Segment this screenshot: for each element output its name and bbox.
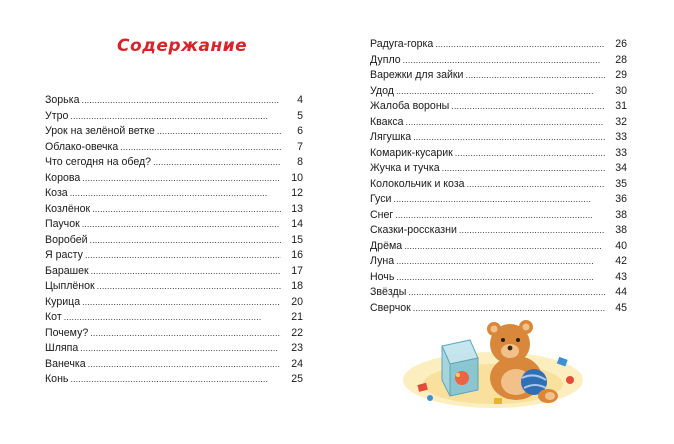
toc-leader-dots: [396, 270, 605, 286]
toc-leader-dots: [404, 239, 605, 255]
toc-entry-title: Дрёма: [370, 239, 403, 252]
toc-entry: [45, 217, 303, 233]
toc-entry-title: Звёзды: [370, 286, 407, 298]
page-title: Содержание: [117, 36, 248, 56]
toc-entry-title: Луна: [370, 255, 395, 267]
toc-leader-dots: [406, 115, 605, 131]
toc-page-number: 31: [615, 100, 627, 112]
toc-entry: [370, 161, 627, 177]
toc-page-number: 22: [291, 326, 303, 339]
toc-entry: [370, 301, 627, 317]
toc-entry-title: Жалоба вороны: [370, 100, 450, 112]
toc-entry: [370, 115, 627, 131]
toc-page-number: 32: [615, 115, 627, 128]
toc-leader-dots: [64, 310, 281, 326]
toc-leader-dots: [97, 279, 281, 295]
toc-entry-title: Лягушка: [370, 131, 412, 143]
toc-leader-dots: [80, 341, 281, 357]
toc-page-number: 33: [615, 131, 627, 143]
toc-page-number: 23: [291, 342, 303, 354]
toc-entry: [45, 171, 303, 187]
toc-page-number: 45: [615, 301, 627, 314]
toc-leader-dots: [90, 233, 282, 249]
toc-leader-dots: [451, 99, 605, 115]
toc-leader-dots: [153, 155, 281, 171]
toc-page-number: 36: [615, 193, 627, 205]
toc-entry: [45, 248, 303, 264]
toc-entry-title: Гуси: [370, 193, 392, 205]
toc-page-number: 33: [615, 146, 627, 159]
toc-page-number: 38: [615, 224, 627, 236]
toc-page-number: 24: [291, 357, 303, 370]
toc-entry-title: Комарик-кусарик: [370, 146, 453, 159]
toc-entry: [45, 140, 303, 156]
toc-entry-title: Конь: [45, 373, 69, 385]
toc-entry-title: Почему?: [45, 326, 89, 339]
toc-page-number: 43: [615, 270, 627, 283]
toc-leader-dots: [82, 217, 281, 233]
toc-entry: [370, 37, 627, 53]
toc-entry: [45, 186, 303, 202]
toc-page-number: 17: [291, 264, 303, 277]
toc-entry: [45, 341, 303, 357]
toc-page-number: 6: [297, 125, 303, 137]
toc-leader-dots: [90, 326, 281, 342]
toc-entry: [370, 254, 627, 270]
toc-entry: [45, 124, 303, 140]
toc-entry: [45, 372, 303, 388]
toc-entry-title: Жучка и тучка: [370, 162, 440, 174]
toc-page-number: 21: [291, 311, 303, 323]
toc-page-number: 38: [615, 208, 627, 221]
toc-leader-dots: [120, 140, 281, 156]
toc-page-number: 13: [291, 202, 303, 215]
toc-leader-dots: [70, 109, 281, 125]
toc-entry-title: Воробей: [45, 233, 88, 246]
toc-entry: [370, 270, 627, 286]
toc-page-number: 4: [297, 94, 303, 106]
toc-page-number: 34: [615, 162, 627, 174]
toc-page-number: 20: [291, 295, 303, 308]
toc-page-number: 8: [297, 156, 303, 168]
toc-entry-title: Ночь: [370, 270, 395, 283]
toc-entry: [370, 130, 627, 146]
toc-entry-title: Дупло: [370, 53, 401, 66]
toc-page-number: 30: [615, 84, 627, 97]
toc-entry-title: Варежки для зайки: [370, 69, 464, 81]
toc-entry-title: Урок на зелёной ветке: [45, 125, 155, 137]
toc-entry-title: Цыплёнок: [45, 280, 95, 292]
toc-entry: [370, 68, 627, 84]
toc-leader-dots: [70, 186, 281, 202]
toc-entry-title: Облако-овечка: [45, 140, 119, 153]
toc-page-number: 25: [291, 373, 303, 385]
toc-entry-title: Удод: [370, 84, 394, 97]
toc-entry-title: Паучок: [45, 218, 80, 230]
toc-entry: [45, 279, 303, 295]
toc-entry-title: Сверчок: [370, 301, 411, 314]
toc-page-number: 26: [615, 38, 627, 50]
toc-entry-title: Квакса: [370, 115, 404, 128]
toc-leader-dots: [70, 372, 281, 388]
toc-leader-dots: [403, 53, 605, 69]
toc-leader-dots: [459, 223, 605, 239]
toc-page-number: 42: [615, 255, 627, 267]
toc-entry: [370, 192, 627, 208]
toc-entry-title: Зорька: [45, 94, 80, 106]
toc-entry: [370, 53, 627, 69]
toc-entry: [45, 326, 303, 342]
toc-entry: [370, 146, 627, 162]
toc-entry: [45, 109, 303, 125]
toc-leader-dots: [465, 68, 605, 84]
toc-entry-title: Ванечка: [45, 357, 86, 370]
toc-leader-dots: [395, 208, 605, 224]
toc-page-number: 15: [291, 233, 303, 246]
toc-page-number: 14: [291, 218, 303, 230]
toc-entry-title: Корова: [45, 171, 81, 184]
toc-entry: [45, 357, 303, 373]
toc-leader-dots: [408, 285, 605, 301]
toc-entry: [45, 233, 303, 249]
toc-entry-title: Кот: [45, 311, 62, 323]
toc-entry: [370, 285, 627, 301]
toc-entry: [370, 177, 627, 193]
toc-entry-title: Коза: [45, 187, 68, 199]
toc-page-number: 5: [297, 109, 303, 122]
toc-entry: [370, 239, 627, 255]
toc-entry-title: Радуга-горка: [370, 38, 434, 50]
toc-leader-dots: [85, 248, 281, 264]
toc-entry: [45, 93, 303, 109]
toc-entry-title: Курица: [45, 295, 81, 308]
toc-entry: [45, 202, 303, 218]
toc-right-column: [370, 37, 627, 316]
toc-left-column: [45, 93, 303, 388]
toc-leader-dots: [396, 254, 605, 270]
toc-leader-dots: [91, 264, 281, 280]
toc-leader-dots: [467, 177, 605, 193]
toc-leader-dots: [81, 93, 281, 109]
toc-page-number: 16: [291, 249, 303, 261]
toc-entry-title: Колокольчик и коза: [370, 177, 465, 190]
toc-page-number: 35: [615, 177, 627, 190]
toc-page-number: 28: [615, 53, 627, 66]
toc-leader-dots: [88, 357, 281, 373]
toc-page-number: 7: [297, 140, 303, 153]
toc-leader-dots: [455, 146, 605, 162]
toc-entry: [370, 84, 627, 100]
teddy-bear-with-toys-icon: [398, 318, 588, 410]
toc-leader-dots: [82, 171, 281, 187]
toc-leader-dots: [413, 130, 605, 146]
toc-leader-dots: [435, 37, 605, 53]
toc-entry: [370, 223, 627, 239]
toc-entry: [370, 99, 627, 115]
toc-entry: [45, 155, 303, 171]
toc-leader-dots: [396, 84, 605, 100]
toc-entry: [45, 310, 303, 326]
toc-entry-title: Снег: [370, 208, 394, 221]
toc-entry: [45, 264, 303, 280]
toc-page-number: 44: [615, 286, 627, 298]
toc-leader-dots: [442, 161, 605, 177]
toc-leader-dots: [82, 295, 281, 311]
toc-entry-title: Утро: [45, 109, 69, 122]
toc-leader-dots: [393, 192, 605, 208]
toc-entry: [45, 295, 303, 311]
toc-page-number: 10: [291, 171, 303, 184]
toc-leader-dots: [92, 202, 281, 218]
toc-entry-title: Шляпа: [45, 342, 79, 354]
toc-page-number: 29: [615, 69, 627, 81]
toc-leader-dots: [157, 124, 281, 140]
toc-page-number: 40: [615, 239, 627, 252]
toc-entry-title: Сказки-россказни: [370, 224, 457, 236]
toc-leader-dots: [413, 301, 605, 317]
toc-entry-title: Козлёнок: [45, 202, 91, 215]
toc-page-number: 12: [291, 187, 303, 199]
toc-page-number: 18: [291, 280, 303, 292]
toc-entry-title: Барашек: [45, 264, 89, 277]
toc-entry-title: Я расту: [45, 249, 83, 261]
toc-entry: [370, 208, 627, 224]
toc-entry-title: Что сегодня на обед?: [45, 156, 152, 168]
